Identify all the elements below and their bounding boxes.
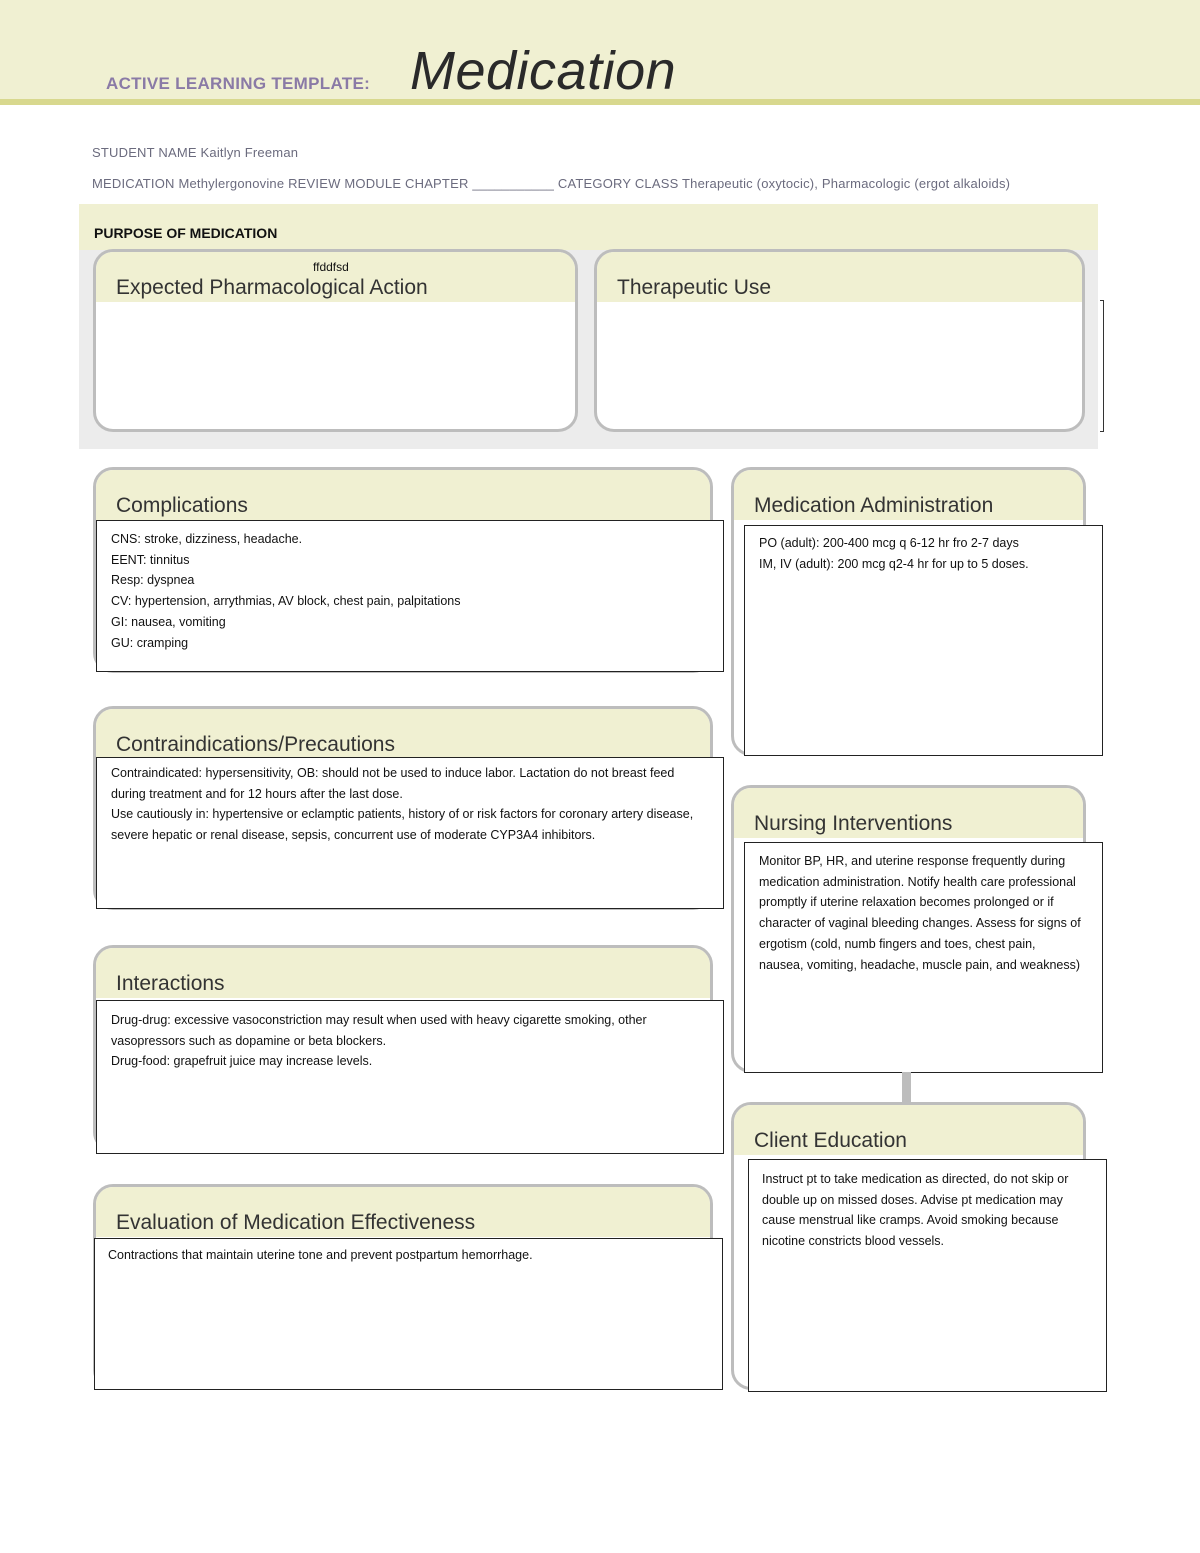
complication-line: GU: cramping xyxy=(111,635,189,650)
bracket-line xyxy=(1100,300,1104,432)
expected-action-card xyxy=(93,249,578,432)
complication-line: GI: nausea, vomiting xyxy=(111,614,226,629)
student-name-line: STUDENT NAME Kaitlyn Freeman xyxy=(92,145,299,160)
complications-title: Complications xyxy=(116,494,248,517)
complication-line: CV: hypertension, arrythmias, AV block, chest pain, palpitations xyxy=(111,594,461,609)
complication-line: CNS: stroke, dizziness, headache. xyxy=(111,532,303,546)
education-text: Instruct pt to take medication as directed, do not skip or double up on missed doses. Advise pt medication may cause menstrual like cramps. Avoid smoking because nicotine constricts blood vessels. xyxy=(762,1172,1069,1249)
administration-line: PO (adult): 200-400 mcg q 6-12 hr fro 2-7 days xyxy=(759,536,1019,550)
connector-bar xyxy=(902,1072,911,1104)
therapeutic-use-card xyxy=(594,249,1085,432)
interactions-paragraph: Drug-drug: excessive vasoconstriction may result when used with heavy cigarette smoking, other vasopressors such as dopamine or beta blockers. xyxy=(111,1013,647,1048)
complication-line: Resp: dyspnea xyxy=(111,573,195,588)
interactions-content xyxy=(96,1000,724,1154)
complication-line: EENT: tinnitus xyxy=(111,552,190,567)
contraindications-title: Contraindications/Precautions xyxy=(116,733,395,756)
nursing-text: Monitor BP, HR, and uterine response frequently during medication administration. Notify health care professional promptly if uterine relaxation becomes prolonged or if character of vaginal bleeding changes. Assess for signs of ergotism (cold, numb fingers and toes, chest pain, nausea, vomiting, headache, muscle pain, and weakness) xyxy=(759,854,1081,972)
education-title: Client Education xyxy=(754,1129,907,1152)
interactions-paragraph: Drug-food: grapefruit juice may increase levels. xyxy=(111,1054,373,1069)
page-title: Medication xyxy=(410,41,677,101)
expected-action-title: Expected Pharmacological Action xyxy=(116,276,428,299)
nursing-title: Nursing Interventions xyxy=(754,812,953,835)
purpose-heading: PURPOSE OF MEDICATION xyxy=(94,225,278,241)
complications-content xyxy=(96,520,724,672)
interactions-title: Interactions xyxy=(116,972,225,995)
education-content xyxy=(748,1159,1107,1392)
therapeutic-use-title: Therapeutic Use xyxy=(617,276,772,299)
stray-text: ffddfsd xyxy=(313,260,349,274)
medication-line: MEDICATION Methylergonovine REVIEW MODULE CHAPTER ___________ CATEGORY CLASS Therapeutic (oxytocic), Pharmacologic (ergot alkaloids) xyxy=(92,176,1011,191)
evaluation-content xyxy=(94,1238,723,1390)
nursing-content xyxy=(744,842,1103,1073)
administration-title: Medication Administration xyxy=(754,494,994,517)
template-label: ACTIVE LEARNING TEMPLATE: xyxy=(106,74,371,93)
administration-content xyxy=(744,525,1103,756)
contraindications-content xyxy=(96,757,724,909)
contraindications-paragraph: Contraindicated: hypersensitivity, OB: should not be used to induce labor. Lactation do not breast feed during treatment and for 12 hours after the last dose. xyxy=(111,766,675,801)
administration-line: IM, IV (adult): 200 mcg q2-4 hr for up to 5 doses. xyxy=(759,556,1029,571)
evaluation-text: Contractions that maintain uterine tone and prevent postpartum hemorrhage. xyxy=(108,1248,533,1262)
contraindications-paragraph: Use cautiously in: hypertensive or eclamptic patients, history of or risk factors for coronary artery disease, severe hepatic or renal disease, sepsis, concurrent use of moderate CYP3A4 inhibitors. xyxy=(111,807,694,843)
evaluation-title: Evaluation of Medication Effectiveness xyxy=(116,1211,476,1234)
